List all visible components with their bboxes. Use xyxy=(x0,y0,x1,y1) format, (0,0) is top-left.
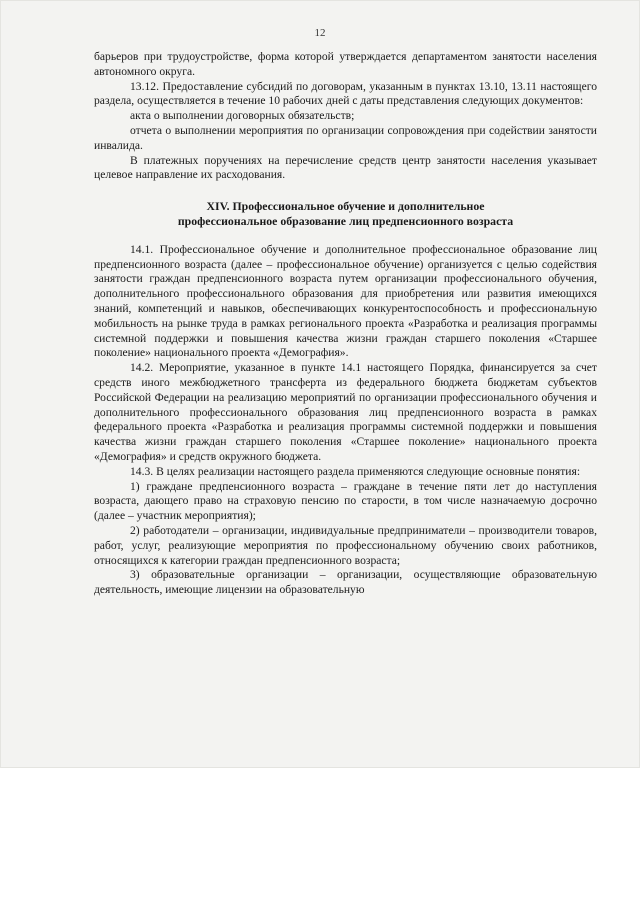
paragraph-14-3: 14.3. В целях реализации настоящего раздела применяются следующие основные понятия: xyxy=(130,464,581,478)
page-number: 12 xyxy=(314,27,326,39)
document-body xyxy=(94,50,597,598)
definition-item-2: 2) работодатели – организации, индивидуальные предприниматели – производители товаров, работ, услуг, реализующие мероприятия по профессиональному обучению своих работников, относящихся к категории граждан предпенсионного возраста; xyxy=(94,523,597,567)
definition-item-3: 3) образовательные организации – организации, осуществляющие образовательную деятельность, имеющие лицензии на образовательную xyxy=(94,568,597,597)
section-heading-line2: профессиональное образование лиц предпенсионного возраста xyxy=(177,213,514,228)
paragraph-continuation: барьеров при трудоустройстве, форма которой утверждается департаментом занятости населения автономного округа. xyxy=(94,50,597,78)
paragraph-payment-orders: В платежных поручениях на перечисление средств центр занятости населения указывает целевое направление их расходования. xyxy=(94,153,597,182)
paragraph-14-1: 14.1. Профессиональное обучение и дополнительное профессиональное образование лиц предпенсионного возраста (далее – профессиональное обучение) организуется с целью содействия занятости граждан предпенсионного возраста путем организации профессионального обучения, дополнительного профессионального образования для приобретения или развития имеющихся знаний, компетенций и навыков, обеспечивающих конкурентоспособность и профессиональную мобильность на рынке труда в рамках регионального проекта «Разработка и реализация программы системной поддержки и повышения качества жизни граждан старшего поколения «Старшее поколение» национального проекта «Демография». xyxy=(94,242,597,360)
paragraph-14-2: 14.2. Мероприятие, указанное в пункте 14.1 настоящего Порядка, финансируется за счет средств иного межбюджетного трансферта из федерального бюджета бюджетам субъектов Российской Федерации на реализацию мероприятий по организации профессионального обучения и дополнительного профессионального образования лиц предпенсионного возраста в рамках федерального проекта «Разработка и реализация программы системной поддержки и повышения качества жизни граждан старшего поколения «Старшее поколение» национального проекта «Демография» и средств окружного бюджета. xyxy=(94,361,597,463)
section-heading-line1: XIV. Профессиональное обучение и дополнительное xyxy=(206,199,485,214)
paragraph-report: отчета о выполнении мероприятия по организации сопровождения при содействии занятости инвалида. xyxy=(94,123,597,152)
paragraph-act: акта о выполнении договорных обязательств; xyxy=(130,109,355,123)
paragraph-13-12: 13.12. Предоставление субсидий по договорам, указанным в пунктах 13.10, 13.11 настоящего раздела, осуществляется в течение 10 рабочих дней с даты представления следующих документов: xyxy=(94,79,597,108)
section-heading xyxy=(94,199,597,229)
blank-area xyxy=(0,768,640,905)
definition-item-1: 1) граждане предпенсионного возраста – граждане в течение пяти лет до наступления возраста, дающего право на страховую пенсию по старости, в том числе назначаемую досрочно (далее – участник мероприятия); xyxy=(94,479,597,523)
